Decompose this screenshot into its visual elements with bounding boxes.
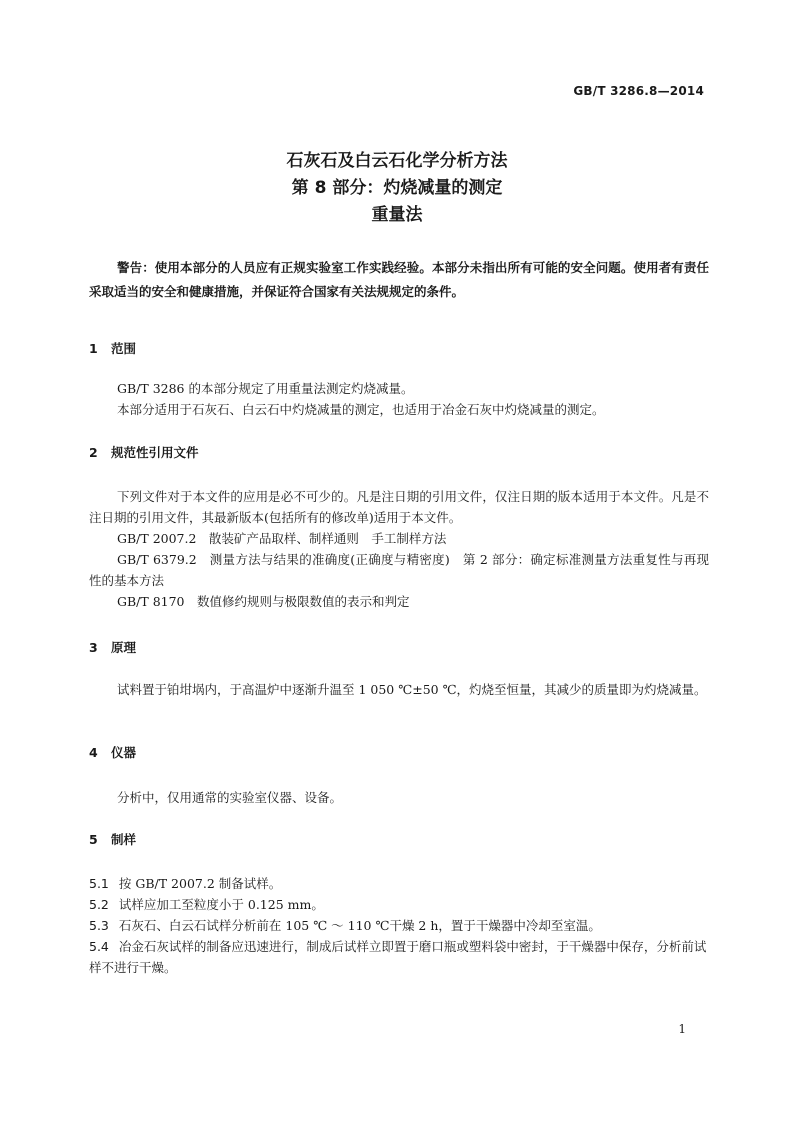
subclause-number: 5.3 [89,918,109,933]
title-line-2: 第 8 部分：灼烧减量的测定 [291,178,503,198]
section-sample-preparation [89,830,709,850]
subclause-number: 5.2 [89,897,109,912]
section-heading [89,638,709,658]
section-number: 4 [89,745,98,760]
section-number: 1 [89,341,98,356]
section-scope-body [89,378,709,420]
subclause-number: 5.4 [89,939,109,954]
paragraph: 试料置于铂坩埚内，于高温炉中逐渐升温至 1 050 ℃±50 ℃，灼烧至恒量，其减少的质量即为灼烧减量。 [117,682,707,697]
paragraph: 分析中，仅用通常的实验室仪器、设备。 [117,790,343,805]
section-principle-body [89,679,709,700]
section-normative-references-body [89,486,709,612]
section-heading [89,443,709,463]
paragraph: GB/T 3286 的本部分规定了用重量法测定灼烧减量。 [117,381,414,396]
reference-item: GB/T 8170 数值修约规则与极限数值的表示和判定 [117,594,410,609]
safety-warning: 警告：使用本部分的人员应有正规实验室工作实践经验。本部分未指出所有可能的安全问题。使用者有责任采取适当的安全和健康措施，并保证符合国家有关法规规定的条件。 [89,260,709,299]
section-number: 5 [89,832,98,847]
section-principle [89,638,709,658]
paragraph: 本部分适用于石灰石、白云石中灼烧减量的测定，也适用于冶金石灰中灼烧减量的测定。 [117,402,605,417]
paragraph: 下列文件对于本文件的应用是必不可少的。凡是注日期的引用文件，仅注日期的版本适用于本文件。凡是不注日期的引用文件，其最新版本(包括所有的修改单)适用于本文件。 [89,489,709,525]
section-title: 制样 [111,832,137,847]
reference-item: GB/T 2007.2 散装矿产品取样、制样通则 手工制样方法 [117,531,447,546]
section-heading [89,830,709,850]
subclause-item [89,915,709,936]
reference-item: GB/T 6379.2 测量方法与结果的准确度(正确度与精密度) 第 2 部分：确定标准测量方法重复性与再现性的基本方法 [89,552,709,588]
section-sample-preparation-body [89,873,709,978]
standard-code: GB/T 3286.8—2014 [573,84,704,98]
section-heading [89,339,709,359]
title-line-3: 重量法 [371,205,423,225]
subclause-item [89,936,709,978]
section-title: 范围 [111,341,137,356]
subclause-text: 冶金石灰试样的制备应迅速进行，制成后试样立即置于磨口瓶或塑料袋中密封，于干燥器中保存，分析前试样不进行干燥。 [89,939,707,975]
document-title [0,148,794,229]
title-line-1: 石灰石及白云石化学分析方法 [286,151,508,171]
section-number: 3 [89,640,98,655]
section-heading [89,743,709,763]
section-number: 2 [89,445,98,460]
subclause-item [89,873,709,894]
page-number: 1 [678,1022,686,1036]
section-title: 规范性引用文件 [111,445,199,460]
subclause-text: 石灰石、白云石试样分析前在 105 ℃ ～ 110 ℃干燥 2 h，置于干燥器中冷却至室温。 [118,918,601,933]
subclause-text: 按 GB/T 2007.2 制备试样。 [118,876,282,891]
section-scope [89,339,709,359]
section-title: 仪器 [111,745,137,760]
subclause-item [89,894,709,915]
section-normative-references [89,443,709,463]
section-apparatus [89,743,709,763]
subclause-number: 5.1 [89,876,109,891]
section-title: 原理 [111,640,137,655]
section-apparatus-body [89,787,709,808]
subclause-text: 试样应加工至粒度小于 0.125 mm。 [118,897,324,912]
